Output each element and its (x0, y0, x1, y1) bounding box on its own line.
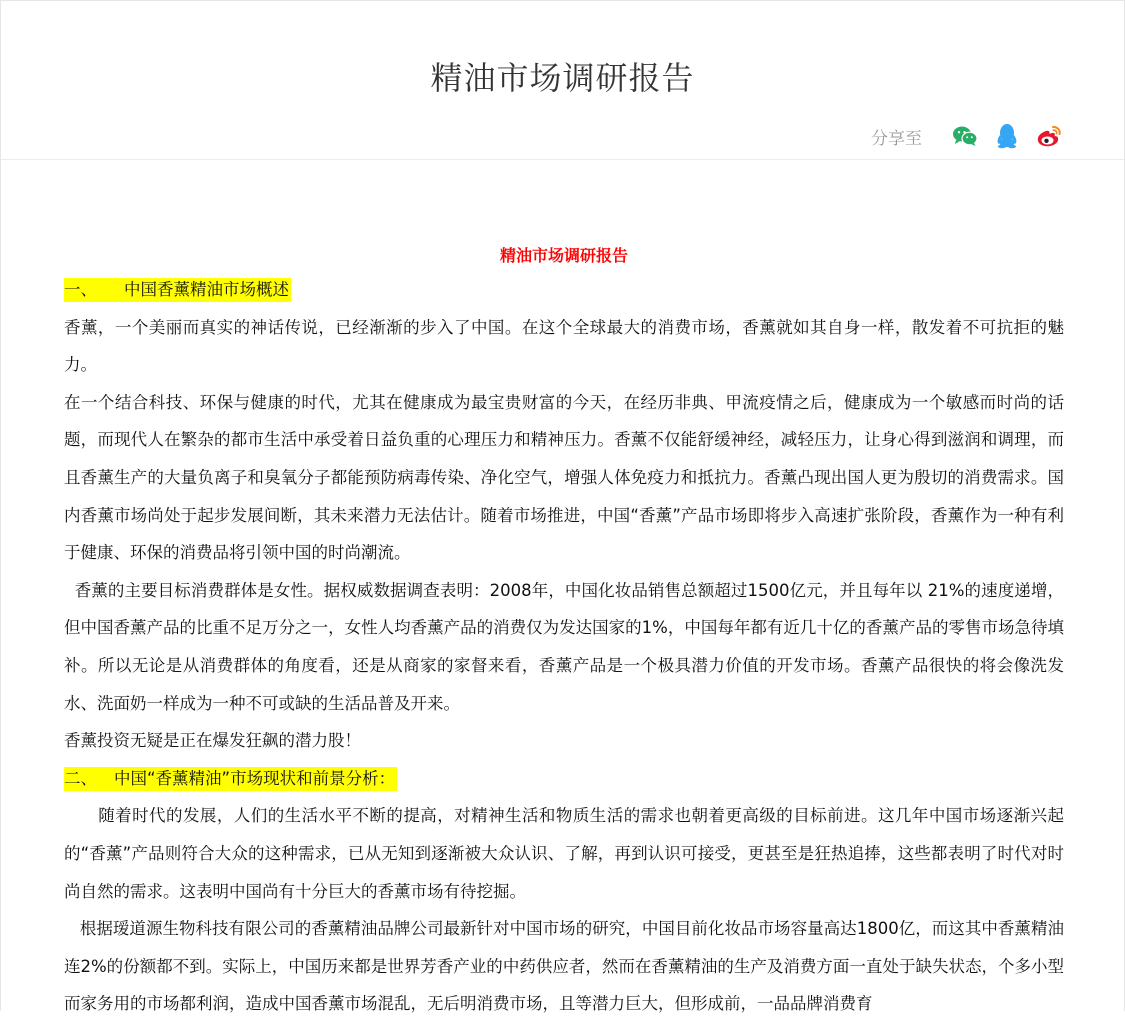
page-title: 精油市场调研报告 (430, 59, 695, 97)
paragraph: 根据瑷道源生物科技有限公司的香薰精油品牌公司最新针对中国市场的研究，中国目前化妆品市场容量高达1800亿，而这其中香薰精油连2%的份额都不到。实际上，中国历来都是世界芳香产业的中药供应者，然而在香薰精油的生产及消费方面一直处于缺失状态，个多小型而家务用的市场都利润，造成中国香薰市场混乱，无后明消费市场，且等潜力巨大，但形成前，一品品牌消费育 (64, 919, 1064, 1014)
section-title: 中国香薰精油市场概述 (124, 279, 289, 299)
paragraph: 香薰，一个美丽而真实的神话传说，已经渐渐的步入了中国。在这个全球最大的消费市场，香薰就如其自身一样，散发着不可抗拒的魅力。 (64, 317, 1064, 375)
paragraph: 香薰的主要目标消费群体是女性。据权威数据调查表明：2008年，中国化妆品销售总额超过1500亿元，并且每年以 21%的速度递增，但中国香薰产品的比重不足万分之一，女性人均香薰产品的消费仅为发达国家的1%，中国每年都有近几十亿的香薰产品的零售市场急待填补。所以无论是从消费群体的角度看，还是从商家的家督来看，香薰产品是一个极具潜力价值的开发市场。香薰产品很快的将会像洗发水、洗面奶一样成为一种不可或缺的生活品普及开来。 (64, 580, 1064, 713)
weibo-icon[interactable] (1036, 123, 1062, 149)
section-number: 一、 (64, 279, 97, 299)
article-header (1, 1, 1124, 160)
article-body (64, 241, 1064, 1023)
section-heading-2 (64, 760, 1064, 798)
paragraph: 在一个结合科技、环保与健康的时代，尤其在健康成为最宝贵财富的今天，在经历非典、甲流疫情之后，健康成为一个敏感而时尚的话题，而现代人在繁杂的都市生活中承受着日益负重的心理压力和精神压力。香薰不仅能舒缓神经，减轻压力，让身心得到滋润和调理，而且香薰生产的大量负离子和臭氧分子都能预防病毒传染、净化空气，增强人体免疫力和抵抗力。香薰凸现出国人更为殷切的消费需求。国内香薰市场尚处于起步发展间断，其未来潜力无法估计。随着市场推进，中国“香薰”产品市场即将步入高速扩张阶段，香薰作为一种有利于健康、环保的消费品将引领中国的时尚潮流。 (64, 392, 1064, 563)
section-heading-1 (64, 271, 1064, 309)
paragraph: 香薰投资无疑是正在爆发狂飙的潜力股！ (64, 731, 361, 751)
wechat-icon[interactable] (952, 123, 978, 149)
document-title: 精油市场调研报告 (499, 246, 628, 265)
qq-icon[interactable] (994, 123, 1020, 149)
paragraph: 随着时代的发展，人们的生活水平不断的提高，对精神生活和物质生活的需求也朝着更高级的目标前进。这几年中国市场逐渐兴起的“香薰”产品则符合大众的这种需求，已从无知到逐渐被大众认识、了解，再到认识可接受，更甚至是狂热追捧，这些都表明了时代对时尚自然的需求。这表明中国尚有十分巨大的香薰市场有待挖掘。 (64, 806, 1064, 901)
section-number: 二、 (64, 768, 97, 788)
share-label: 分享至 (871, 128, 922, 149)
share-bar (871, 122, 1062, 150)
section-title: 中国“香薰精油”市场现状和前景分析： (114, 768, 396, 788)
